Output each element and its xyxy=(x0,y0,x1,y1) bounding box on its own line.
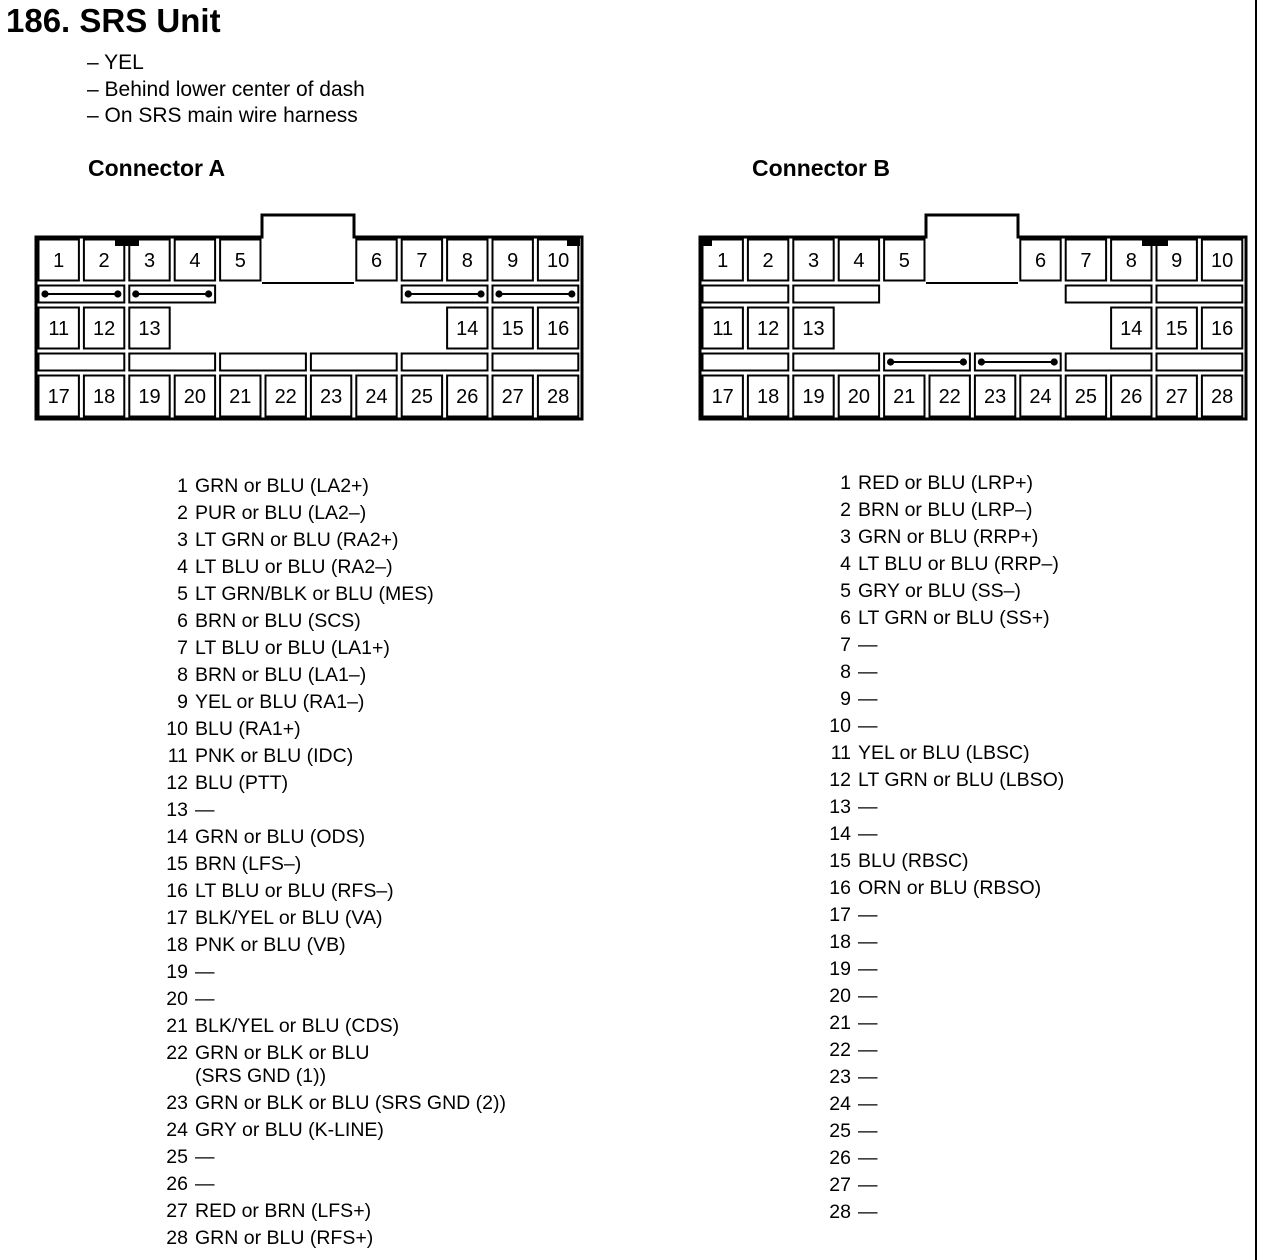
shorting-bar-end xyxy=(978,358,985,365)
pin-number: 4 xyxy=(840,553,851,575)
pin-number-label: 15 xyxy=(1165,318,1188,340)
pin-row xyxy=(823,983,878,1010)
pin-number-label: 1 xyxy=(53,250,65,272)
pin-row xyxy=(160,1144,215,1171)
pin-row xyxy=(823,1010,878,1037)
pin-row xyxy=(823,686,878,713)
pin-description: — xyxy=(858,823,878,845)
pin-number: 4 xyxy=(177,556,188,578)
pin-number: 21 xyxy=(829,1012,851,1034)
pin-description: GRY or BLU (K-LINE) xyxy=(195,1119,384,1141)
pin-description: LT GRN/BLK or BLU (MES) xyxy=(195,583,434,605)
pin-row xyxy=(823,1145,878,1172)
pin-row xyxy=(823,794,878,821)
pin-row xyxy=(160,527,399,554)
pin-number-label: 11 xyxy=(48,318,70,340)
pin-number-label: 16 xyxy=(1210,318,1234,340)
pin-row xyxy=(160,689,364,716)
pin-row xyxy=(160,1171,215,1198)
pin-number-label: 3 xyxy=(807,250,820,272)
pin-description: — xyxy=(858,688,878,710)
pin-row xyxy=(160,608,361,635)
pin-number-label: 7 xyxy=(1080,250,1092,272)
shorting-bar-end xyxy=(114,290,121,297)
pin-row xyxy=(160,905,383,932)
separator-bar xyxy=(220,354,306,371)
pin-number: 28 xyxy=(829,1201,851,1223)
pin-number-label: 23 xyxy=(319,386,343,408)
pin-number-label: 17 xyxy=(711,386,734,408)
pin-number-label: 23 xyxy=(983,386,1007,408)
pin-row xyxy=(160,986,215,1013)
pin-number-label: 11 xyxy=(712,318,734,340)
pin-row xyxy=(160,662,366,689)
pin-number: 21 xyxy=(166,1015,188,1037)
shorting-bar-end xyxy=(960,358,967,365)
shorting-bar-end xyxy=(477,290,484,297)
pin-description: RED or BRN (LFS+) xyxy=(195,1200,372,1222)
pin-number: 22 xyxy=(166,1042,188,1064)
pin-description: — xyxy=(858,1174,878,1196)
pin-description: — xyxy=(858,958,878,980)
pin-row xyxy=(823,875,1041,902)
pin-description: GRN or BLU (ODS) xyxy=(195,826,366,848)
page-right-border xyxy=(1255,0,1257,1260)
pin-number: 3 xyxy=(840,526,851,548)
pin-number-label: 10 xyxy=(1210,250,1234,272)
location-notes xyxy=(87,50,365,130)
note-location: – Behind lower center of dash xyxy=(87,77,365,101)
separator-bar xyxy=(493,354,579,371)
pin-number-label: 28 xyxy=(1210,386,1234,408)
pin-number-label: 20 xyxy=(183,386,207,408)
pin-description: — xyxy=(858,634,878,656)
pin-description: RED or BLU (LRP+) xyxy=(858,472,1034,494)
pin-number-label: 26 xyxy=(1120,386,1143,408)
pin-number: 12 xyxy=(166,772,188,794)
connector-b-diagram xyxy=(694,205,1254,430)
pin-number-label: 24 xyxy=(1029,386,1052,408)
pin-description: GRY or BLU (SS–) xyxy=(858,580,1021,602)
separator-bar xyxy=(1066,286,1152,303)
pin-description: BRN (LFS–) xyxy=(195,853,302,875)
pin-number-label: 5 xyxy=(898,250,910,272)
pin-description: BRN or BLU (LRP–) xyxy=(858,499,1033,521)
pin-description: — xyxy=(858,715,878,737)
separator-bar xyxy=(311,354,397,371)
pin-number: 18 xyxy=(166,934,188,956)
pin-row xyxy=(160,1117,384,1144)
pin-number: 1 xyxy=(840,472,851,494)
pin-number: 20 xyxy=(829,985,851,1007)
pin-description: — xyxy=(195,1173,215,1195)
pin-number-label: 5 xyxy=(234,250,246,272)
separator-bar xyxy=(129,354,215,371)
pin-row xyxy=(823,578,1021,605)
pin-number-label: 13 xyxy=(802,318,825,340)
pin-number-label: 6 xyxy=(1034,250,1047,272)
pin-number: 16 xyxy=(166,880,188,902)
pin-description: PNK or BLU (IDC) xyxy=(195,745,354,767)
pin-number: 11 xyxy=(830,742,851,764)
pin-description: BLK/YEL or BLU (CDS) xyxy=(195,1015,400,1037)
pin-number: 18 xyxy=(829,931,851,953)
pin-description: — xyxy=(858,1012,878,1034)
connector-a-title: Connector A xyxy=(88,155,226,181)
pin-description: — xyxy=(858,1039,878,1061)
pin-number: 20 xyxy=(166,988,188,1010)
pin-description: — xyxy=(858,1093,878,1115)
pin-number-label: 13 xyxy=(138,318,161,340)
pin-number-label: 7 xyxy=(416,250,428,272)
shorting-bar-end xyxy=(1051,358,1058,365)
pin-number: 14 xyxy=(166,826,188,848)
pin-description: GRN or BLU (LA2+) xyxy=(195,475,369,497)
pin-description: LT GRN or BLU (RA2+) xyxy=(195,529,399,551)
pin-number-label: 25 xyxy=(410,386,434,408)
pin-row xyxy=(160,716,301,743)
pin-row xyxy=(160,473,369,500)
pin-row xyxy=(823,1064,878,1091)
pin-number-label: 15 xyxy=(501,318,524,340)
pin-row xyxy=(160,743,353,770)
shorting-bar-end xyxy=(132,290,139,297)
pin-description: BLU (RA1+) xyxy=(195,718,301,740)
pin-row xyxy=(160,878,394,905)
shorting-bar-end xyxy=(568,290,575,297)
pin-row xyxy=(160,770,288,797)
pin-number: 6 xyxy=(840,607,851,629)
connector-b-title: Connector B xyxy=(752,155,890,181)
pin-number: 13 xyxy=(166,799,188,821)
pin-number-label: 2 xyxy=(98,250,110,272)
shorting-bar-end xyxy=(495,290,502,297)
pin-number: 9 xyxy=(840,688,851,710)
pin-number: 15 xyxy=(166,853,188,875)
pin-number-label: 20 xyxy=(847,386,871,408)
pin-row xyxy=(160,1198,371,1225)
pin-number: 2 xyxy=(177,502,188,524)
pin-row xyxy=(160,797,215,824)
key-mark xyxy=(1142,237,1168,246)
pin-number: 27 xyxy=(166,1200,188,1222)
pin-description: — xyxy=(858,796,878,818)
pin-row xyxy=(160,635,390,662)
pin-number: 1 xyxy=(177,475,188,497)
pin-row xyxy=(160,554,393,581)
pin-number-label: 3 xyxy=(143,250,156,272)
pin-description: — xyxy=(858,1201,878,1223)
pin-row xyxy=(823,659,878,686)
pin-row xyxy=(160,1040,370,1087)
pin-description: GRN or BLK or BLU (SRS GND (1)) xyxy=(195,1042,370,1087)
separator-bar xyxy=(1157,354,1243,371)
pin-row xyxy=(823,821,878,848)
pin-number-label: 21 xyxy=(229,386,252,408)
pin-row xyxy=(823,1118,878,1145)
pin-number-label: 18 xyxy=(756,386,780,408)
pin-description: LT GRN or BLU (SS+) xyxy=(858,607,1050,629)
pin-number-label: 4 xyxy=(853,250,865,272)
pin-description: — xyxy=(858,931,878,953)
pin-row xyxy=(160,581,434,608)
pin-description: LT BLU or BLU (RFS–) xyxy=(195,880,394,902)
pin-description: — xyxy=(858,985,878,1007)
key-mark xyxy=(115,237,139,246)
pin-number: 5 xyxy=(840,580,851,602)
pin-number: 17 xyxy=(166,907,188,929)
pin-number: 10 xyxy=(829,715,851,737)
pin-number: 23 xyxy=(829,1066,851,1088)
pin-row xyxy=(823,929,878,956)
pin-number: 25 xyxy=(829,1120,851,1142)
pin-number: 5 xyxy=(177,583,188,605)
pin-number-label: 9 xyxy=(1171,250,1183,272)
pin-description: — xyxy=(195,1146,215,1168)
pin-description: ORN or BLU (RBSO) xyxy=(858,877,1042,899)
pin-number-label: 2 xyxy=(762,250,774,272)
separator-bar xyxy=(39,354,125,371)
pin-number: 10 xyxy=(166,718,188,740)
separator-bar xyxy=(793,286,879,303)
pin-number-label: 27 xyxy=(501,386,524,408)
pin-row xyxy=(823,1199,878,1226)
pin-number: 8 xyxy=(840,661,851,683)
pin-description: — xyxy=(858,1066,878,1088)
pin-number-label: 17 xyxy=(47,386,70,408)
pin-description: GRN or BLU (RFS+) xyxy=(195,1227,374,1249)
pin-number: 26 xyxy=(166,1173,188,1195)
pin-row xyxy=(823,1172,878,1199)
pin-number-label: 16 xyxy=(546,318,570,340)
pin-row xyxy=(823,956,878,983)
pin-description: — xyxy=(195,799,215,821)
pin-number: 9 xyxy=(177,691,188,713)
shorting-bar-end xyxy=(41,290,48,297)
pin-description: PUR or BLU (LA2–) xyxy=(195,502,367,524)
pin-number: 19 xyxy=(829,958,851,980)
pin-number-label: 19 xyxy=(138,386,161,408)
pin-number: 7 xyxy=(840,634,851,656)
pin-number: 12 xyxy=(829,769,851,791)
pin-number: 7 xyxy=(177,637,188,659)
pin-number: 19 xyxy=(166,961,188,983)
pin-number-label: 21 xyxy=(893,386,916,408)
pin-description: YEL or BLU (RA1–) xyxy=(195,691,365,713)
shorting-bar-end xyxy=(205,290,212,297)
note-harness: – On SRS main wire harness xyxy=(87,104,358,127)
pin-number-label: 8 xyxy=(1125,250,1137,272)
pin-row xyxy=(823,740,1030,767)
pin-number-label: 28 xyxy=(546,386,570,408)
pin-row xyxy=(823,551,1059,578)
pin-row xyxy=(823,470,1033,497)
pin-number: 3 xyxy=(177,529,188,551)
pin-description: GRN or BLK or BLU (SRS GND (2)) xyxy=(195,1092,506,1114)
pin-row xyxy=(823,497,1032,524)
connector-a-diagram xyxy=(30,205,590,430)
pin-number: 13 xyxy=(829,796,851,818)
pin-row xyxy=(823,713,878,740)
pin-number-label: 12 xyxy=(92,318,116,340)
pin-row xyxy=(823,902,878,929)
pin-description: BRN or BLU (LA1–) xyxy=(195,664,367,686)
pin-number: 26 xyxy=(829,1147,851,1169)
pin-row xyxy=(823,767,1064,794)
shorting-bar-end xyxy=(887,358,894,365)
pin-description: — xyxy=(858,1120,878,1142)
pin-number-label: 26 xyxy=(456,386,479,408)
pin-description: BLU (PTT) xyxy=(195,772,289,794)
separator-bar xyxy=(402,354,488,371)
pin-number-label: 1 xyxy=(717,250,729,272)
pin-number-label: 18 xyxy=(92,386,116,408)
pin-number-label: 12 xyxy=(756,318,780,340)
separator-bar xyxy=(703,286,789,303)
pin-number: 8 xyxy=(177,664,188,686)
pin-number: 2 xyxy=(840,499,851,521)
pin-description: LT BLU or BLU (RA2–) xyxy=(195,556,393,578)
pin-description: BLU (RBSC) xyxy=(858,850,969,872)
pin-number: 17 xyxy=(829,904,851,926)
pin-number-label: 8 xyxy=(461,250,473,272)
pin-number: 25 xyxy=(166,1146,188,1168)
pin-number: 16 xyxy=(829,877,851,899)
separator-bar xyxy=(793,354,879,371)
pin-description: GRN or BLU (RRP+) xyxy=(858,526,1039,548)
pin-number-label: 27 xyxy=(1165,386,1188,408)
pin-number-label: 9 xyxy=(507,250,519,272)
pin-number: 28 xyxy=(166,1227,188,1249)
pin-description: — xyxy=(858,904,878,926)
pin-number-label: 19 xyxy=(802,386,825,408)
pin-description: LT BLU or BLU (LA1+) xyxy=(195,637,390,659)
pin-row xyxy=(160,500,366,527)
pin-row xyxy=(823,605,1050,632)
pin-description: — xyxy=(195,961,215,983)
separator-bar xyxy=(1066,354,1152,371)
pin-number-label: 6 xyxy=(370,250,383,272)
pin-description: BLK/YEL or BLU (VA) xyxy=(195,907,383,929)
pin-row xyxy=(160,959,215,986)
pin-number: 11 xyxy=(167,745,188,767)
pin-number: 24 xyxy=(166,1119,188,1141)
pin-row xyxy=(160,1013,399,1040)
pin-description: — xyxy=(195,988,215,1010)
pin-description: — xyxy=(858,661,878,683)
page-title: 186. SRS Unit xyxy=(6,2,221,39)
pin-row xyxy=(160,824,365,851)
pin-description: LT BLU or BLU (RRP–) xyxy=(858,553,1059,575)
pin-row xyxy=(160,932,346,959)
pin-row xyxy=(160,1090,506,1117)
shorting-bar-end xyxy=(405,290,412,297)
pin-number: 14 xyxy=(829,823,851,845)
pin-number-label: 10 xyxy=(546,250,570,272)
pin-number: 27 xyxy=(829,1174,851,1196)
pin-row xyxy=(823,1091,878,1118)
pin-number: 23 xyxy=(166,1092,188,1114)
pin-description: LT GRN or BLU (LBSO) xyxy=(858,769,1065,791)
separator-bar xyxy=(703,354,789,371)
pin-number-label: 4 xyxy=(189,250,201,272)
pin-row xyxy=(823,1037,878,1064)
pin-number-label: 14 xyxy=(456,318,479,340)
pin-number-label: 22 xyxy=(274,386,297,408)
pin-number-label: 24 xyxy=(365,386,388,408)
pin-row xyxy=(160,851,301,878)
separator-bar xyxy=(1157,286,1243,303)
pin-row xyxy=(160,1225,373,1252)
pin-row xyxy=(823,848,969,875)
pin-description: PNK or BLU (VB) xyxy=(195,934,346,956)
pin-number-label: 25 xyxy=(1074,386,1098,408)
pin-description: BRN or BLU (SCS) xyxy=(195,610,361,632)
pin-number: 22 xyxy=(829,1039,851,1061)
pin-row xyxy=(823,524,1038,551)
pin-number: 6 xyxy=(177,610,188,632)
pin-row xyxy=(823,632,878,659)
pin-number-label: 14 xyxy=(1120,318,1143,340)
pin-number: 15 xyxy=(829,850,851,872)
pin-number-label: 22 xyxy=(938,386,961,408)
pin-number: 24 xyxy=(829,1093,851,1115)
note-color: – YEL xyxy=(87,51,144,74)
pin-description: YEL or BLU (LBSC) xyxy=(858,742,1030,764)
pin-description: — xyxy=(858,1147,878,1169)
